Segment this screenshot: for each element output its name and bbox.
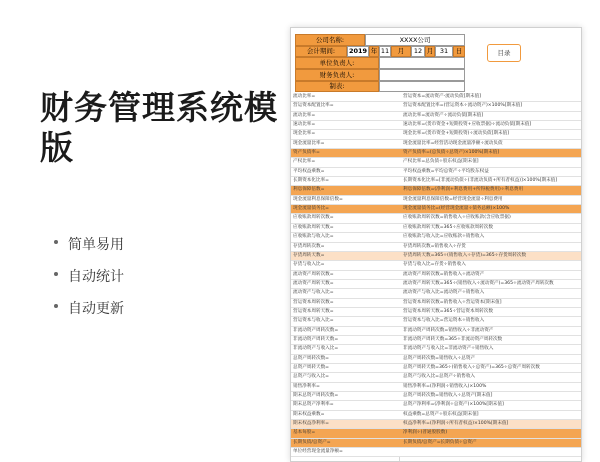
ratio-name: 产权比率= — [293, 159, 316, 165]
ratio-formula: 长期负债/总资产=长期负债÷总资产 — [403, 439, 477, 445]
ratio-formula: 营运资本配置比率=(营运资本÷流动资产)×100%[期末值] — [403, 103, 523, 109]
ratio-name: 非流动资产周转次数= — [293, 327, 339, 333]
period-end: 31 — [435, 46, 453, 57]
ratio-formula: 现金流量债务比=(经营现金流量÷债务总额)×100% — [403, 206, 510, 212]
table-row — [291, 112, 581, 121]
ratio-name: 长期资本化比率= — [293, 178, 330, 184]
ratio-formula: 非流动资产与收入比=非流动资产÷销售收入 — [403, 346, 494, 352]
table-row — [291, 214, 581, 223]
ratio-name: 基本每股= — [293, 430, 316, 436]
ratio-formula: 存货周转次数=销售收入÷存货 — [403, 243, 466, 249]
ratio-formula: 平均权益乘数=平均总资产÷平均股东权益 — [403, 168, 489, 174]
ratio-formula: 营运资本=流动资产-流动负债[期末值] — [403, 94, 481, 99]
ratio-name: 总资产与收入比= — [293, 374, 330, 380]
table-row — [291, 243, 581, 252]
ratio-name: 期末权益净利率= — [293, 421, 330, 427]
ratio-name: 流动资产与收入比= — [293, 290, 334, 296]
preparer-label: 制表: — [295, 81, 379, 92]
table-row — [291, 429, 581, 438]
company-label: 公司名称: — [295, 34, 365, 46]
table-row — [291, 317, 581, 326]
ratio-name: 总资产周转天数= — [293, 364, 330, 370]
finance-head-label: 财务负责人: — [295, 69, 379, 81]
mid-unit: 月 — [426, 47, 434, 55]
ratio-name: 现金流量债务比= — [293, 206, 330, 212]
ratio-formula: 速动比率=(货币资金+短期投资+应收票据)÷流动负债[期末值] — [403, 122, 532, 128]
ratio-formula: 现金流量利息保障倍数=经营现金流量÷利息费用 — [403, 196, 503, 202]
ratio-formula: 存货周转天数=365÷(销售收入÷存货)=365÷存货周转次数 — [403, 252, 527, 258]
table-row — [291, 420, 581, 429]
promo-title — [40, 88, 278, 168]
ratio-name: 现金比率= — [293, 131, 316, 137]
table-row — [291, 383, 581, 392]
ratio-formula: 非流动资产周转天数=365÷非流动资产周转次数 — [403, 336, 503, 342]
ratio-name: 非流动资产与收入比= — [293, 346, 339, 352]
unit-head-label: 单位负责人: — [295, 57, 379, 69]
ratio-name: 营运资本周转天数= — [293, 308, 334, 314]
ratio-name: 利息保障倍数= — [293, 187, 325, 193]
ratio-formula: 资产负债率=(总负债÷总资产)×100%[期末值] — [403, 150, 500, 156]
table-row — [291, 345, 581, 354]
period-month: 11 — [380, 47, 390, 55]
unit-head-value — [379, 57, 465, 69]
ratio-formula: 销售净利率=(净利润÷销售收入)×100% — [403, 383, 487, 389]
ratio-name: 资产负债率= — [293, 150, 320, 156]
table-row — [291, 401, 581, 410]
ratio-formula: 应收账款周转次数=销售收入÷应收账款(含应收票据) — [403, 215, 511, 221]
table-row — [291, 233, 581, 242]
promo-title-line1: 财务管理系统模 — [40, 88, 278, 127]
ratio-formula: 流动资产周转次数=销售收入÷流动资产 — [403, 271, 485, 277]
finance-head-value — [379, 69, 465, 81]
month-unit: 月 — [391, 46, 411, 57]
table-row — [291, 289, 581, 298]
table-row — [291, 158, 581, 167]
table-row — [291, 224, 581, 233]
table-row — [291, 186, 581, 195]
promo-title-line2: 版 — [40, 128, 74, 167]
ratio-formula: 现金流量比率=经营活动现金流量净额÷流动负债 — [403, 140, 503, 146]
table-row — [291, 364, 581, 373]
feature-label: 自动统计 — [68, 269, 124, 285]
ratio-name: 营运资本配置比率= — [293, 103, 334, 109]
ratio-name: 应收账款周转次数= — [293, 215, 334, 221]
table-row — [291, 205, 581, 214]
table-row — [291, 252, 581, 261]
period-day: 12 — [411, 46, 425, 57]
catalog-button[interactable]: 目录 — [487, 44, 521, 62]
ratio-formula: 总资产与收入比=总资产÷销售收入 — [403, 374, 476, 380]
table-row — [291, 130, 581, 139]
bullet-icon — [54, 304, 58, 308]
ratio-formula: 权益净利率=(净利润÷所有者权益)×100%[期末值] — [403, 421, 509, 427]
ratio-formula: 应收账款周转天数=365÷应收账款周转次数 — [403, 224, 493, 230]
ratio-name: 期末总资产净利率= — [293, 402, 334, 408]
feature-auto-stats — [68, 266, 124, 286]
table-row — [291, 93, 581, 102]
ratio-formula: 总资产净利率=(净利润÷总资产)×100%[期末值] — [403, 402, 504, 408]
table-row — [291, 168, 581, 177]
table-row — [291, 280, 581, 289]
spreadsheet-preview — [290, 27, 582, 462]
year-unit: 年 — [370, 47, 378, 55]
ratio-name: 流动比率= — [293, 94, 316, 99]
table-row — [291, 336, 581, 345]
ratio-formula: 非流动资产周转次数=销售收入÷非流动资产 — [403, 327, 494, 333]
ratio-formula: 流动资产与收入比=流动资产÷销售收入 — [403, 290, 485, 296]
table-row — [291, 439, 581, 448]
company-name: XXXX公司 — [365, 34, 465, 46]
table-row — [291, 448, 581, 457]
table-row — [291, 196, 581, 205]
ratio-formula: 净利润÷(普通股股数) — [403, 430, 448, 436]
table-row — [291, 121, 581, 130]
ratio-name: 平均权益乘数= — [293, 168, 325, 174]
ratio-formula: 长期资本化比率=[非流动负债÷(非流动负债+所有者权益)]×100%[期末值] — [403, 178, 558, 184]
table-row — [291, 149, 581, 158]
ratio-formula: 存货与收入比=存货÷销售收入 — [403, 262, 466, 268]
ratio-name: 现金流量利息保障倍数= — [293, 196, 343, 202]
table-row — [291, 177, 581, 186]
table-row — [291, 373, 581, 382]
preparer-value — [379, 81, 465, 92]
ratio-formula: 营运资本周转天数=365÷营运资本周转次数 — [403, 308, 493, 314]
ratio-name: 流动比率= — [293, 112, 316, 118]
ratio-name: 存货与收入比= — [293, 262, 325, 268]
bullet-icon — [54, 240, 58, 244]
table-row — [291, 261, 581, 270]
ratio-formula: 营运资本周转次数=销售收入÷营运资本[期末值] — [403, 299, 502, 305]
feature-label: 简单易用 — [68, 237, 124, 253]
ratio-name: 存货周转次数= — [293, 243, 325, 249]
ratio-formula: 营运资本与收入比=营运资本÷销售收入 — [403, 318, 485, 324]
ratio-name: 营运资本与收入比= — [293, 318, 334, 324]
ratio-name: 长期负债/总资产= — [293, 439, 331, 445]
table-row — [291, 308, 581, 317]
ratio-name: 现金流量比率= — [293, 140, 325, 146]
ratio-formula: 总资产周转天数=365÷(销售收入÷总资产)=365÷总资产周转次数 — [403, 364, 540, 370]
ratio-formula: 产权比率=总负债÷股东权益[期末值] — [403, 159, 479, 165]
period-label: 会计期间: — [295, 46, 347, 57]
ratio-name: 应收账款周转天数= — [293, 224, 334, 230]
ratio-name: 流动资产周转次数= — [293, 271, 334, 277]
table-row — [291, 355, 581, 364]
ratio-formula: 总资产周转次数=销售收入÷总资产 — [403, 355, 476, 361]
ratio-name: 销售净利率= — [293, 383, 320, 389]
table-row — [291, 392, 581, 401]
period-year: 2019 — [348, 47, 368, 55]
table-row — [291, 102, 581, 111]
ratio-name: 流动资产周转天数= — [293, 280, 334, 286]
ratio-formula: 总资产周转次数=销售收入÷总资产[期末值] — [403, 393, 493, 398]
ratio-formula: 流动比率=流动资产÷流动负债[期末值] — [403, 112, 484, 118]
ratio-name: 期末权益乘数= — [293, 411, 325, 417]
ratio-name: 期末总资产周转次数= — [293, 393, 339, 398]
table-row — [291, 299, 581, 308]
end-unit: 日 — [453, 46, 465, 57]
ratio-formula: 利息保障倍数=(净利润+利息费用+所得税费用)÷利息费用 — [403, 187, 524, 193]
feature-auto-update — [68, 298, 124, 318]
ratio-name: 应收账款与收入比= — [293, 234, 334, 240]
ratio-name: 速动比率= — [293, 122, 316, 128]
ratio-formula: 权益乘数=总资产÷股东权益[期末值] — [403, 411, 479, 417]
table-row — [291, 271, 581, 280]
feature-easy — [68, 234, 124, 254]
ratio-formula: 应收账款与收入比=应收账款÷销售收入 — [403, 234, 485, 240]
ratio-formula: 现金比率=(货币资金+短期投资)÷流动负债[期末值] — [403, 131, 509, 137]
promo-panel — [0, 0, 280, 460]
ratio-table — [291, 93, 581, 457]
ratio-name: 单位经营现金流量净额= — [293, 449, 343, 455]
bullet-icon — [54, 272, 58, 276]
ratio-name: 营运资本周转次数= — [293, 299, 334, 305]
table-row — [291, 327, 581, 336]
table-row — [291, 411, 581, 420]
feature-label: 自动更新 — [68, 301, 124, 317]
table-row — [291, 140, 581, 149]
ratio-name: 存货周转天数= — [293, 252, 325, 258]
ratio-name: 总资产周转次数= — [293, 355, 330, 361]
ratio-name: 非流动资产周转天数= — [293, 336, 339, 342]
ratio-formula: 流动资产周转天数=365÷(销售收入÷流动资产)=365÷流动资产周转次数 — [403, 280, 554, 286]
